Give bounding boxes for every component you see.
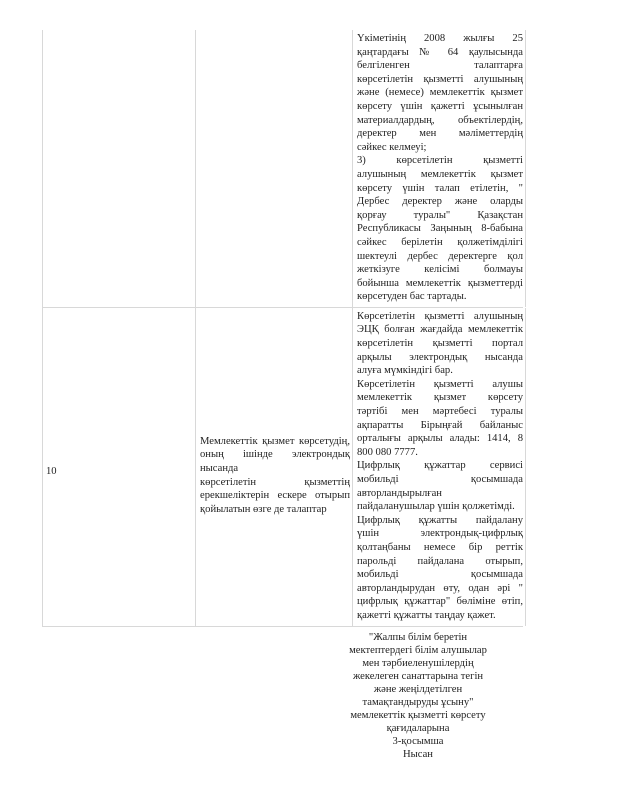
text-line: және (немесе) мемлекеттік қызмет [357, 87, 523, 99]
caption-line: мен тәрбиеленушілердің [362, 657, 474, 669]
text-line: қаңтардағы № 64 қаулысында [357, 46, 523, 58]
text-line: 800 080 7777. [357, 446, 418, 458]
text-line: белгіленген талаптарға [357, 60, 523, 72]
caption-line: мектептердегі білім алушылар [349, 644, 487, 656]
paragraph [357, 310, 523, 378]
caption-line: Нысан [403, 748, 433, 760]
caption-line: тамақтандыруды ұсыну" [362, 696, 474, 708]
text-line: қорғау туралы" Қазақстан [357, 209, 523, 221]
caption-line: мемлекеттік қызметті көрсету [350, 709, 486, 721]
text-line: Үкіметінің 2008 жылғы 25 [357, 33, 523, 44]
text-line: ерекшеліктерін ескере отырып [200, 490, 350, 502]
cell-number [43, 30, 196, 307]
requirements-table [42, 30, 523, 627]
text-line: мобильді қосымшада [357, 569, 523, 581]
caption-line: жекелеген санаттарына тегін [352, 670, 484, 682]
text-line: Көрсетілетін қызметті алушының [357, 310, 523, 322]
text-line: сәйкес келмеуі; [357, 141, 427, 153]
text-line: парольді пайдалана отырып, [357, 555, 523, 567]
text-line: пайдаланушылар үшін қолжетімді. [357, 501, 515, 513]
text-line: мемлекеттік қызмет көрсету [357, 392, 523, 404]
paragraph [357, 459, 523, 513]
text-line: алушының мемлекеттік қызмет [357, 168, 523, 180]
text-line: Цифрлық құжаттар сервисі [357, 460, 523, 472]
cell-content [353, 30, 526, 307]
text-line: қолтаңбаны немесе бір реттік [357, 541, 523, 553]
text-line: шектеулі дербес деректерге қол [357, 250, 523, 262]
text-line: көрсетілетін қызметтің [200, 476, 350, 488]
text-line: деректер мен мәліметтердің [357, 128, 523, 140]
page-content [42, 30, 532, 761]
caption-line: қағидаларына [386, 722, 450, 734]
text-line: қажетті құжатты таңдау қажет. [357, 609, 496, 621]
text-line: орталығы арқылы алады: 1414, 8 [357, 433, 523, 445]
text-line: Республикасы Заңының 8-бабына [357, 223, 523, 235]
text-line: көрсетуден бас тартады. [357, 291, 467, 303]
table-row [43, 308, 523, 627]
text-line: 3) көрсетілетін қызметті [357, 155, 523, 167]
paragraph [357, 378, 523, 460]
paragraph [357, 32, 523, 154]
text-line: Мемлекеттік қызмет көрсетудің, [200, 435, 350, 447]
text-line: арқылы электрондық нысанда [357, 351, 523, 363]
text-line: көрсету үшін талап етілетін, " [357, 182, 523, 194]
text-line: көрсетілетін қызметті алушының [357, 73, 523, 85]
cell-content [353, 308, 526, 626]
text-line: Көрсетілетін қызметті алушы [357, 378, 523, 390]
text-line: сәйкес берілетін қолжетімділігі [357, 236, 523, 248]
caption-line: және жеңілдетілген [373, 683, 463, 695]
text-line: ақпаратты Бірыңғай байланыс [357, 419, 523, 431]
appendix-caption [330, 631, 506, 761]
table-row [43, 30, 523, 308]
cell-number [43, 308, 196, 626]
text-line: көрсету үшін қажетті ұсынылған [357, 100, 523, 112]
text-line: қойылатын өзге де талаптар [200, 503, 327, 515]
text-line: ЭЦҚ болған жағдайда мемлекеттік [357, 324, 523, 336]
text-line: материалдардың, объектілердің, [357, 114, 523, 126]
text-line: бойынша мемлекеттік қызметтерді [357, 277, 523, 289]
text-line: тәртібі мен мәртебесі туралы [357, 406, 523, 418]
cell-requirement [196, 30, 353, 307]
text-line: үшін электрондық-цифрлық [357, 528, 523, 540]
text-line: алуға мүмкіндігі бар. [357, 365, 453, 377]
text-line: оның ішінде электрондық нысанда [200, 449, 350, 475]
text-line: цифрлық құжаттар" бөліміне өтіп, [357, 596, 523, 608]
text-line: жеткізуге келісімі болмауы [357, 264, 523, 276]
text-line: мобильді қосымшада [357, 474, 523, 485]
paragraph [357, 154, 523, 304]
text-line: авторландырылған [357, 487, 442, 499]
text-line: авторландырудан өту, одан әрі " [357, 582, 523, 594]
text-line: көрсетілетін қызметті портал [357, 338, 523, 350]
row-number: 10 [46, 465, 57, 477]
caption-line: 3-қосымша [392, 735, 444, 747]
requirement-text [200, 435, 350, 517]
text-line: Цифрлық құжатты пайдалану [357, 514, 523, 526]
text-line: Дербес деректер және оларды [357, 196, 523, 208]
paragraph [357, 514, 523, 623]
caption-line: "Жалпы білім беретін [368, 631, 468, 643]
cell-requirement [196, 308, 353, 626]
